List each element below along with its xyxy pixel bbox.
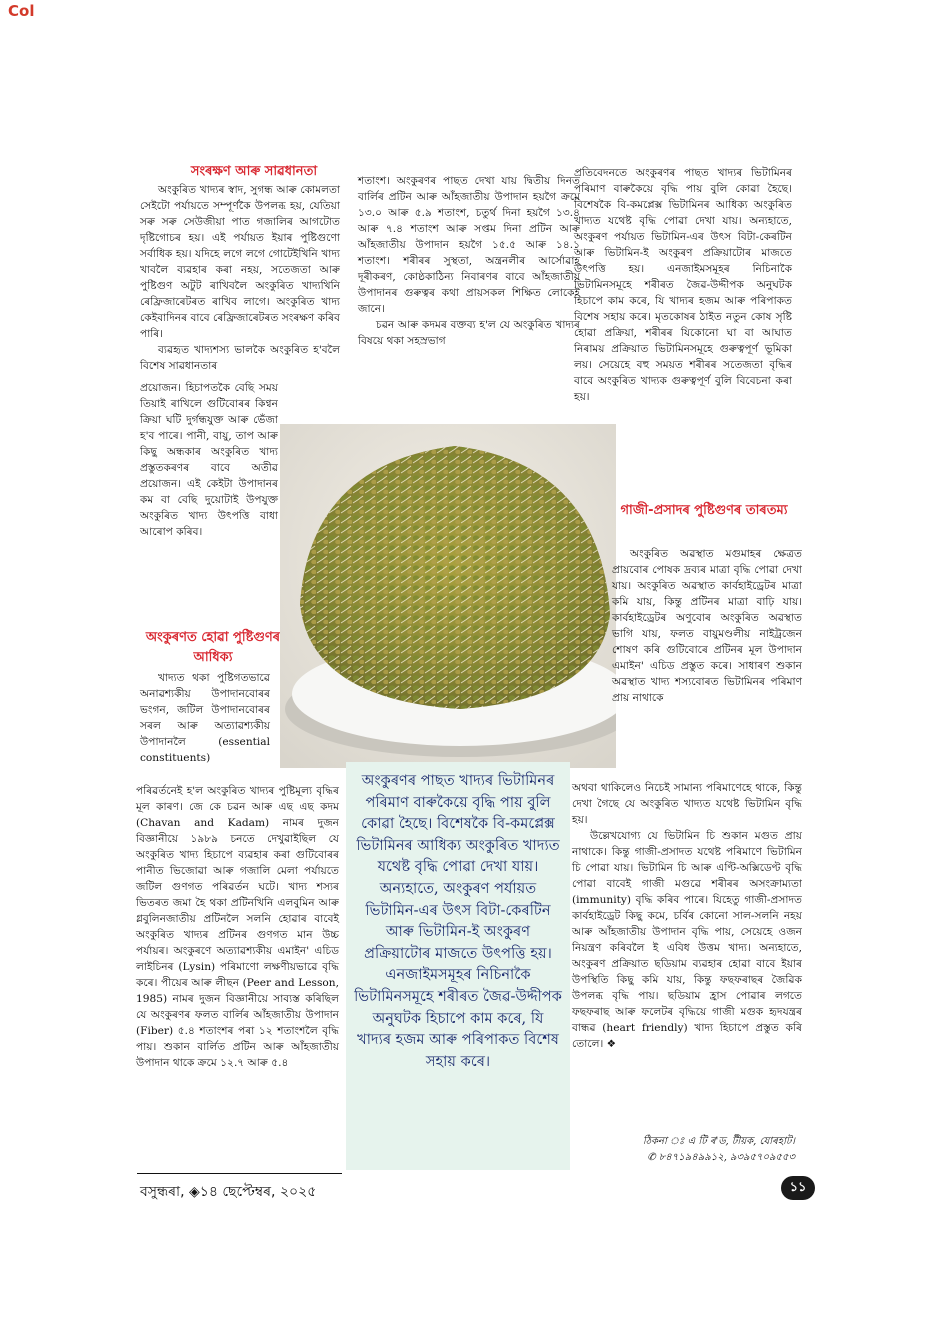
author-address: ঠিকনা ঃ এ টি ৰ'ড, টীয়ক, যোৰহাট।: [642, 1136, 795, 1147]
footer-divider: [137, 1173, 342, 1174]
text-block-precautions: [140, 380, 278, 540]
paragraph: অংকুৰিত খাদ্যৰ স্বাদ, সুগন্ধ আৰু কোমলতা সেইটো পৰ্যায়তে সম্পূৰ্ণকৈ উপলব্ধ হয়, যেতিয়া সৰু সৰু সেউজীয়া পাত গজালিৰ আগটোত দৃষ্টিগোচৰ হয়। এই পৰ্যায়ত ইয়াৰ পুষ্টিগুণো সৰ্বাধিক হয়। যদিহে লগে লগে গোটেইখিনি খাদ্য খাবলৈ ব্যৱহাৰ কৰা নহয়, সতেজতা আৰু পুষ্টিগুণ অটুট ৰাখিবলৈ অংকুৰিত খাদ্যখিনি ৰেফ্ৰিজাৰেটৰত ৰাখিব লাগে। অংকুৰিত খাদ্য কেইবাদিনৰ বাবে ৰেফ্ৰিজাৰেটৰত সংৰক্ষণ কৰিব পাৰি।: [140, 184, 340, 340]
paragraph: প্ৰয়োজন। হিচাপতকৈ বেছি সময় তিয়াই ৰাখিলে গুটিবোৰৰ কিণ্বন ক্ৰিয়া ঘটি দুৰ্গন্ধযুক্ত আৰু ভেঁজা হ'ব পাৰে। পানী, বায়ু, তাপ আৰু কিছু অন্ধকাৰ অংকুৰিত খাদ্য প্ৰস্তুতকৰণৰ বাবে অতীৱ প্ৰয়োজন। এই কেইটা উপাদানৰ কম বা বেছি দুয়োটাই উপযুক্ত অংকুৰিত খাদ্য উৎপত্তি বাধা আৰোপ কৰিব।: [140, 382, 278, 538]
sprouts-bowl-image: [280, 424, 616, 768]
sprouts-illustration: [280, 424, 616, 768]
text-block-column2: [358, 173, 580, 349]
text-block-gazi-a: [612, 546, 802, 706]
paragraph: ব্যৱহৃত খাদ্যশস্য ভালকৈ অংকুৰিত হ'বলৈ বিশেষ সাৱধানতাৰ: [140, 344, 340, 372]
text-block-nutrient-a: [140, 670, 270, 766]
text-block-nutrient-b: [136, 783, 339, 1071]
text-block-preservation: [140, 182, 340, 374]
paragraph: প্ৰতিবেদনতে অংকুৰণৰ পাছত খাদ্যৰ ভিটামিনৰ পৰিমাণ বাৰুকৈয়ে বৃদ্ধি পায় বুলি কোৱা হৈছে। বিশেষকৈ বি-কমপ্লেক্স ভিটামিনৰ আধিক্য অংকুৰিত খাদ্যত যথেষ্ট বৃদ্ধি পোৱা দেখা যায়। অন্যহাতে, অংকুৰণ পৰ্যায়ত ভিটামিন-এৰ উৎস বিটা-কেৰটিন আৰু ভিটামিন-ই অংকুৰণ প্ৰক্ৰিয়াটোৰ মাজতে উৎপত্তি হয়। এনজাইমসমূহৰ নিচিনাকৈ ভিটামিনসমূহে শৰীৰত জৈৱ-উদ্দীপক অনুঘটক হিচাপে কাম কৰে, যি খাদ্যৰ হজম আৰু পৰিপাকত বিশেষ সহায় কৰে। মৃতকোষৰ ঠাইত নতুন কোষ সৃষ্টি হোৱা প্ৰক্ৰিয়া, শৰীৰৰ যিকোনো ঘা বা আঘাত নিৰাময় প্ৰক্ৰিয়াত ভিটামিনসমূহে গুৰুত্বপূৰ্ণ ভূমিকা লয়। সেয়েহে বহু সময়ত শৰীৰৰ সতেজতা বৃদ্ধিৰ বাবে অংকুৰিত খাদ্যক গুৰুত্বপূৰ্ণ বুলি বিবেচনা কৰা হয়।: [574, 167, 792, 403]
paragraph: পৰিৱৰ্তনেই হ'ল অংকুৰিত খাদ্যৰ পুষ্টিমূল্য বৃদ্ধিৰ মূল কাৰণ। জে কে চৱন আৰু এছ এছ কদম (Chavan and Kadam) নামৰ দুজন বিজ্ঞানীয়ে ১৯৮৯ চনতে দেখুৱাইছিল যে অংকুৰিত খাদ্য হিচাপে ব্যৱহাৰ কৰা গুটিবোৰৰ পানীত ভিজোৱা আৰু গজালি মেলা পৰ্যায়তে জটিল গুণগত পৰিৱৰ্তন ঘটে। খাদ্য শস্যৰ ভিতৰত জমা হৈ থকা প্ৰটিনখিনি এলবুমিন আৰু গ্লবুলিনজাতীয় প্ৰটিনলৈ সলনি হোৱাৰ বাবেই অংকুৰিত খাদ্যৰ প্ৰটিনৰ গুণগত মান উচ্চ পৰ্যায়ৰ। অংকুৰণে অত্যাৱশ্যকীয় এমাইন' এচিড লাইচিনৰ (Lysin) পৰিমাণো লক্ষণীয়ভাৱে বৃদ্ধি কৰে। পীয়েৰ আৰু লীছন (Peer and Lesson, 1985) নামৰ দুজন বিজ্ঞানীয়ে সাব্যস্ত কৰিছিল যে অংকুৰণৰ ফলত বাৰ্লিৰ আঁহজাতীয় উপাদান (Fiber) ৫.৪ শতাংশৰ পৰা ১২ শতাংশলৈ বৃদ্ধি পায়। শুকান বাৰ্লিত প্ৰটিন আৰু আঁহজাতীয় উপাদান থাকে ক্ৰমে ১২.৭ আৰু ৫.৪: [136, 785, 339, 1069]
paragraph: চৱন আৰু কদমৰ বক্তব্য হ'ল যে অংকুৰিত খাদ্যৰ বিষয়ে থকা সহস্ৰভাগ: [358, 319, 580, 347]
paragraph: শতাংশ। অংকুৰণৰ পাছত দেখা যায় দ্বিতীয় দিনত বাৰ্লিৰ প্ৰটিন আৰু আঁহজাতীয় উপাদান হয়গৈ ক্ৰমে ১৩.০ আৰু ৫.৯ শতাংশ, চতুৰ্থ দিনা হয়গৈ ১৩.৪ আৰু ৭.৪ শতাংশ আৰু সপ্তম দিনা প্ৰটিন আৰু আঁহজাতীয় উপাদান হয়গৈ ১৫.৫ আৰু ১৪.১ শতাংশ। শৰীৰৰ সুস্থতা, অন্ত্ৰনলীৰ আৰ্সোৱাহ দূৰীকৰণ, কোষ্ঠকাঠিন্য নিবাৰণৰ বাবে আঁহজাতীয় উপাদানৰ গুৰুত্বৰ কথা প্ৰায়সকল শিক্ষিত লোকেই জানে।: [358, 175, 580, 315]
author-phone: ✆ ৮৪৭১৯৪৯৯১২, ৯৩৯৫৭০৯৫৫৩: [647, 1152, 795, 1163]
author-credit: [585, 1134, 795, 1166]
corner-label: Col: [8, 2, 35, 20]
paragraph: উল্লেখযোগ্য যে ভিটামিন চি শুকান মগুত প্ৰায় নাথাকে। কিন্তু গাজী-প্ৰসাদত যথেষ্ট পৰিমাণে ভিটামিন চি পোৱা যায়। ভিটামিন চি আৰু এণ্টি-অক্সিডেণ্ট বৃদ্ধি পোৱা বাবেই গাজী মগুৱে শৰীৰৰ অসংক্ৰাম্যতা (immunity) বৃদ্ধি কৰিব পাৰে। যিহেতু গাজী-প্ৰসাদত কাৰ্বহাইড্ৰেট কিছু কমে, চৰ্বিৰ কোনো সাল-সলনি নহয় আৰু আঁহজাতীয় উপাদান বৃদ্ধি পায়, সেয়েহে ওজন নিয়ন্ত্ৰণ কৰিবলৈ ই এবিধ উত্তম খাদ্য। অন্যহাতে, অংকুৰণ প্ৰক্ৰিয়াত ছডিয়াম ব্যৱহাৰ হোৱা বাবে ইয়াৰ উপস্থিতি কিছু কমি যায়, কিন্তু ফছফৰাছৰ জৈৱিক উপলব্ধ বৃদ্ধি পায়। ছডিয়াম হ্ৰাস পোৱাৰ লগতে ফছফৰাছ আৰু ফলেটৰ বৃদ্ধিয়ে গাজী মগুক হৃদযন্ত্ৰৰ বান্ধৱ (heart friendly) খাদ্য হিচাপে প্ৰস্তুত কৰি তোলে। ❖: [572, 830, 802, 1050]
footer-issue: বসুন্ধৰা, ◈১৪ ছেপ্টেম্বৰ, ২০২৫: [140, 1184, 317, 1200]
heading-preservation: সংৰক্ষণ আৰু সাৱধানতা: [190, 164, 318, 179]
pull-quote: অংকুৰণৰ পাছত খাদ্যৰ ভিটামিনৰ পৰিমাণ বাৰুকৈয়ে বৃদ্ধি পায় বুলি কোৱা হৈছে। বিশেষকৈ বি-কমপ্লেক্স ভিটামিনৰ আধিক্য অংকুৰিত খাদ্যত যথেষ্ট বৃদ্ধি পোৱা দেখা যায়। অন্যহাতে, অংকুৰণ পৰ্যায়ত ভিটামিন-এৰ উৎস বিটা-কেৰটিন আৰু ভিটামিন-ই অংকুৰণ প্ৰক্ৰিয়াটোৰ মাজতে উৎপত্তি হয়। এনজাইমসমূহৰ নিচিনাকৈ ভিটামিনসমূহে শৰীৰত জৈৱ-উদ্দীপক অনুঘটক হিচাপে কাম কৰে, যি খাদ্যৰ হজম আৰু পৰিপাকত বিশেষ সহায় কৰে।: [346, 762, 570, 1170]
heading-gazi-prasad: গাজী-প্ৰসাদৰ পুষ্টিগুণৰ তাৰতম্য: [620, 503, 788, 518]
text-block-gazi-b: [572, 780, 802, 1052]
heading-nutrient-increase: অংকুৰণত হোৱা পুষ্টিগুণৰ আধিক্য: [145, 630, 281, 665]
paragraph: অথবা থাকিলেও নিচেই সামান্য পৰিমাণেহে থাকে, কিন্তু দেখা গৈছে যে অংকুৰিত খাদ্যত যথেষ্ট ভিটামিন বৃদ্ধি হয়।: [572, 782, 802, 826]
paragraph: খাদ্যত থকা পুষ্টিগতভাৱে অনাৱশ্যকীয় উপাদানবোৰৰ ভংগন, জটিল উপাদানবোৰৰ সৰল আৰু অত্যাৱশ্যকীয় উপাদানলৈ (essential constituents): [140, 672, 270, 764]
paragraph: অংকুৰিত অৱস্থাত মগুমাহৰ ক্ষেত্ৰত প্ৰায়বোৰ পোষক দ্ৰব্যৰ মাত্ৰা বৃদ্ধি পোৱা দেখা যায়। অংকুৰিত অৱস্থাত কাৰ্বহাইড্ৰেটৰ মাত্ৰা কমি যায়, কিন্তু প্ৰটিনৰ মাত্ৰা বাঢ়ি যায়। কাৰ্বহাইড্ৰেটৰ অণুবোৰ অংকুৰিত অৱস্থাত ভাগি যায়, ফলত বায়ুমণ্ডলীয় নাইট্ৰজেন শোষণ কৰি গুটিবোৰে প্ৰটিনৰ মূল উপাদান এমাইন' এচিড প্ৰস্তুত কৰে। সাধাৰণ শুকান অৱস্থাত খাদ্য শস্যবোৰত ভিটামিনৰ পৰিমাণ প্ৰায় নাথাকে: [612, 548, 802, 704]
page-number: ১১: [781, 1176, 815, 1200]
text-block-column3: [574, 165, 792, 405]
